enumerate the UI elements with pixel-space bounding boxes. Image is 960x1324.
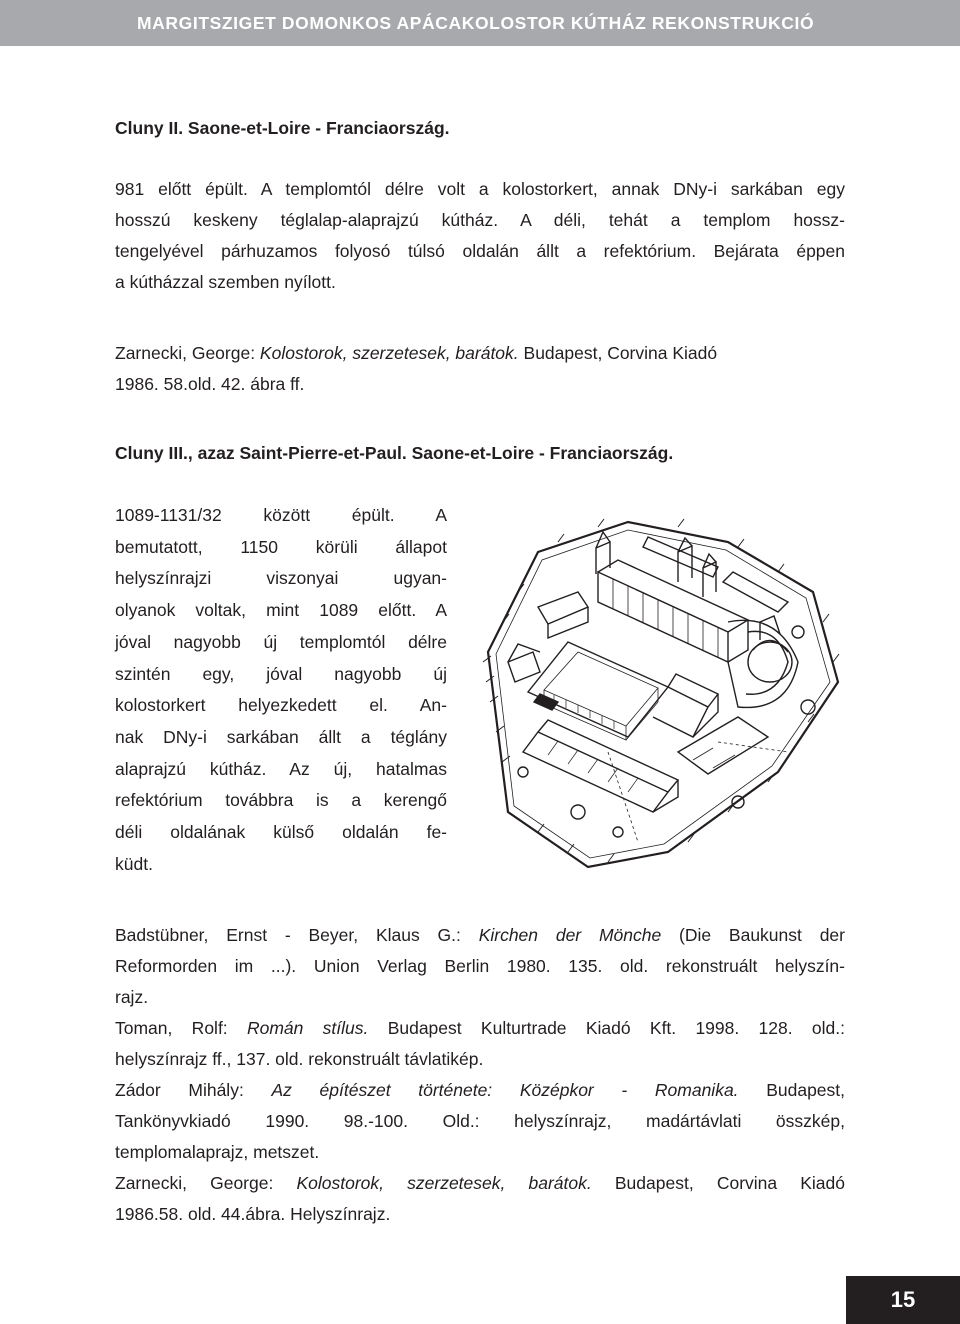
section2-heading: Cluny III., azaz Saint-Pierre-et-Paul. Saone-et-Loire - Franciaország.	[115, 443, 674, 463]
reference-title: Az építészet története: Középkor - Romanika.	[271, 1080, 739, 1100]
reference-author: Zádor Mihály:	[115, 1080, 272, 1100]
reference-line: helyszínrajz ff., 137. old. rekonstruált távlatikép.	[115, 1049, 484, 1069]
reference-line	[115, 338, 845, 369]
reference-rest: Budapest,	[738, 1080, 846, 1100]
reference-author: Zarnecki, George:	[115, 343, 260, 363]
reference-title: Kolostorok, szerzetesek, barátok.	[259, 343, 519, 363]
references-block	[115, 920, 845, 1230]
paragraph-line: a kútházzal szemben nyílott.	[115, 272, 336, 292]
section1-heading: Cluny II. Saone-et-Loire - Franciaország.	[115, 118, 450, 138]
section1-paragraph	[115, 174, 845, 298]
paragraph-line: bemutatott, 1150 körüli állapot	[115, 536, 447, 557]
reference-line: 1986. 58.old. 42. ábra ff.	[115, 374, 305, 394]
paragraph-line: jóval nagyobb új templomtól délre	[115, 631, 447, 652]
paragraph-line: nak DNy-i sarkában állt a téglány	[115, 726, 447, 747]
reference-line: templomalaprajz, metszet.	[115, 1142, 320, 1162]
header-title: MARGITSZIGET DOMONKOS APÁCAKOLOSTOR KÚTHÁZ REKONSTRUKCIÓ	[137, 13, 815, 33]
paragraph-line: szintén egy, jóval nagyobb új	[115, 663, 447, 684]
paragraph-line: tengelyével párhuzamos folyosó túlsó oldalán állt a refektórium. Bejárata éppen	[115, 241, 845, 261]
reference-author: Badstübner, Ernst - Beyer, Klaus G.:	[115, 925, 479, 945]
reference-author: Toman, Rolf:	[115, 1018, 247, 1038]
reference-line: Tankönyvkiadó 1990. 98.-100. Old.: helyszínrajz, madártávlati összkép,	[115, 1111, 845, 1131]
paragraph-line: déli oldalának külső oldalán fe-	[115, 822, 447, 843]
section1-reference	[115, 338, 845, 400]
reference-author: Zarnecki, George:	[115, 1173, 297, 1193]
paragraph-line: 1089-1131/32 között épült. A	[115, 505, 447, 525]
paragraph-line: kolostorkert helyezkedett el. An-	[115, 695, 447, 716]
reference-line	[115, 920, 845, 951]
reference-line: rajz.	[115, 987, 149, 1007]
page-number: 15	[890, 1287, 916, 1312]
header-bar	[0, 0, 960, 46]
paragraph-line: hosszú keskeny téglalap-alaprajzú kútház. A déli, tehát a templom hossz-	[115, 210, 845, 230]
paragraph-line: küdt.	[115, 853, 153, 874]
reference-title: Kirchen der Mönche	[478, 925, 662, 945]
cluny-abbey-illustration	[478, 512, 848, 872]
reference-line: Reformorden im ...). Union Verlag Berlin 1980. 135. old. rekonstruált helyszín-	[115, 956, 845, 976]
reference-rest: (Die Baukunst der	[661, 925, 845, 945]
reference-line	[115, 1013, 845, 1044]
section2-paragraph	[115, 500, 447, 880]
reference-rest: Budapest Kulturtrade Kiadó Kft. 1998. 128. old.:	[368, 1018, 845, 1038]
paragraph-line: olyanok voltak, mint 1089 előtt. A	[115, 600, 447, 621]
reference-rest: Budapest, Corvina Kiadó	[591, 1173, 846, 1193]
paragraph-line: alaprajzú kútház. Az új, hatalmas	[115, 758, 447, 779]
reference-rest: Budapest, Corvina Kiadó	[518, 343, 718, 363]
paragraph-line: helyszínrajzi viszonyai ugyan-	[115, 568, 447, 589]
reference-line	[115, 1075, 845, 1106]
reference-title: Kolostorok, szerzetesek, barátok.	[296, 1173, 592, 1193]
reference-line: 1986.58. old. 44.ábra. Helyszínrajz.	[115, 1204, 391, 1224]
reference-line	[115, 1168, 845, 1199]
page-number-box	[846, 1276, 960, 1324]
paragraph-line: refektórium továbbra is a kerengő	[115, 790, 447, 811]
reference-title: Román stílus.	[246, 1018, 369, 1038]
paragraph-line: 981 előtt épült. A templomtól délre volt a kolostorkert, annak DNy-i sarkában egy	[115, 179, 845, 199]
